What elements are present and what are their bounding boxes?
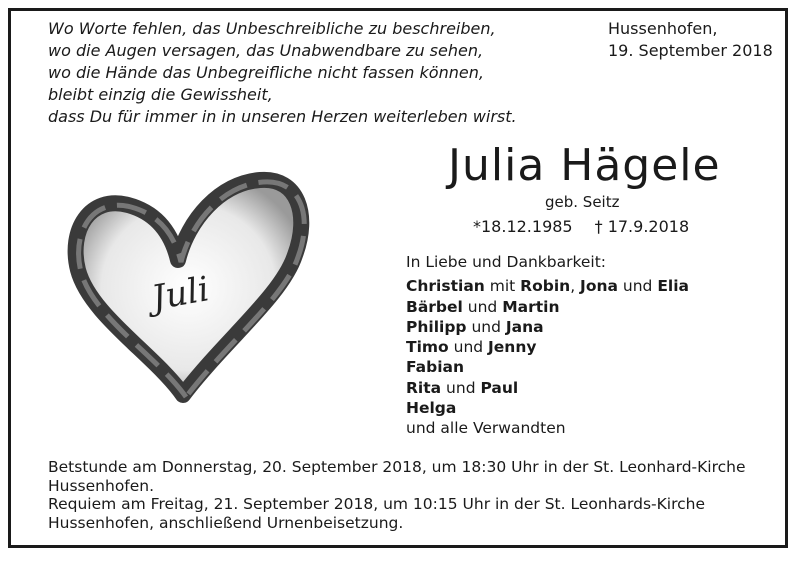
family-line bbox=[406, 357, 689, 377]
family-line bbox=[406, 418, 689, 438]
connector: und bbox=[617, 277, 658, 296]
life-dates bbox=[473, 216, 689, 238]
poem-line: Wo Worte fehlen, das Unbeschreibliche zu beschreiben, bbox=[48, 19, 496, 38]
family-member: Paul bbox=[480, 378, 519, 397]
family-member: Christian bbox=[406, 277, 485, 296]
family-member: Fabian bbox=[406, 358, 465, 377]
heart-icon bbox=[60, 165, 320, 410]
notice-requiem: Requiem am Freitag, 21. September 2018, um 10:15 Uhr in der St. Leonhards-Kirche Hussenhofen, anschließend Urnenbeisetzung. bbox=[48, 495, 706, 532]
family-member: Jenny bbox=[488, 338, 537, 357]
family-member: Timo bbox=[406, 338, 449, 357]
family-member: Bärbel bbox=[406, 297, 463, 316]
connector: und bbox=[462, 297, 503, 316]
family-member: Jona bbox=[580, 277, 618, 296]
connector: und bbox=[466, 317, 506, 336]
poem-line: dass Du für immer in in unseren Herzen weiterleben wirst. bbox=[48, 107, 517, 126]
poem bbox=[48, 18, 517, 128]
connector: und bbox=[448, 338, 489, 357]
connector: und bbox=[441, 378, 481, 397]
family-member: Jana bbox=[505, 317, 544, 336]
connector: , bbox=[570, 277, 581, 296]
family-intro: In Liebe und Dankbarkeit: bbox=[406, 253, 607, 271]
notice-prayer: Betstunde am Donnerstag, 20. September 2018, um 18:30 Uhr in der St. Leonhard-Kirche Hussenhofen. bbox=[48, 458, 746, 495]
family-relatives: und alle Verwandten bbox=[406, 419, 566, 438]
place-date bbox=[608, 18, 773, 62]
place: Hussenhofen, bbox=[608, 19, 718, 38]
family-member: Rita bbox=[406, 378, 442, 397]
death-date: † 17.9.2018 bbox=[594, 217, 690, 236]
family-line bbox=[406, 297, 689, 317]
family-member: Robin bbox=[520, 277, 571, 296]
family-line bbox=[406, 337, 689, 357]
deceased-name: Julia Hägele bbox=[448, 140, 721, 191]
family-list bbox=[406, 252, 689, 439]
family-member: Helga bbox=[406, 399, 457, 418]
poem-line: bleibt einzig die Gewissheit, bbox=[48, 85, 273, 104]
connector: mit bbox=[484, 277, 521, 296]
family-line bbox=[406, 378, 689, 398]
family-line bbox=[406, 398, 689, 418]
family-line bbox=[406, 317, 689, 337]
poem-line: wo die Augen versagen, das Unabwendbare zu sehen, bbox=[48, 41, 484, 60]
heart-text: Juli bbox=[148, 269, 213, 319]
service-notice bbox=[48, 458, 778, 532]
birth-date: *18.12.1985 bbox=[473, 217, 573, 236]
family-line bbox=[406, 276, 689, 296]
family-member: Philipp bbox=[406, 317, 467, 336]
birth-name: geb. Seitz bbox=[545, 193, 620, 211]
date: 19. September 2018 bbox=[608, 41, 773, 60]
family-member: Martin bbox=[502, 297, 560, 316]
family-member: Elia bbox=[657, 277, 689, 296]
poem-line: wo die Hände das Unbegreifliche nicht fassen können, bbox=[48, 63, 484, 82]
